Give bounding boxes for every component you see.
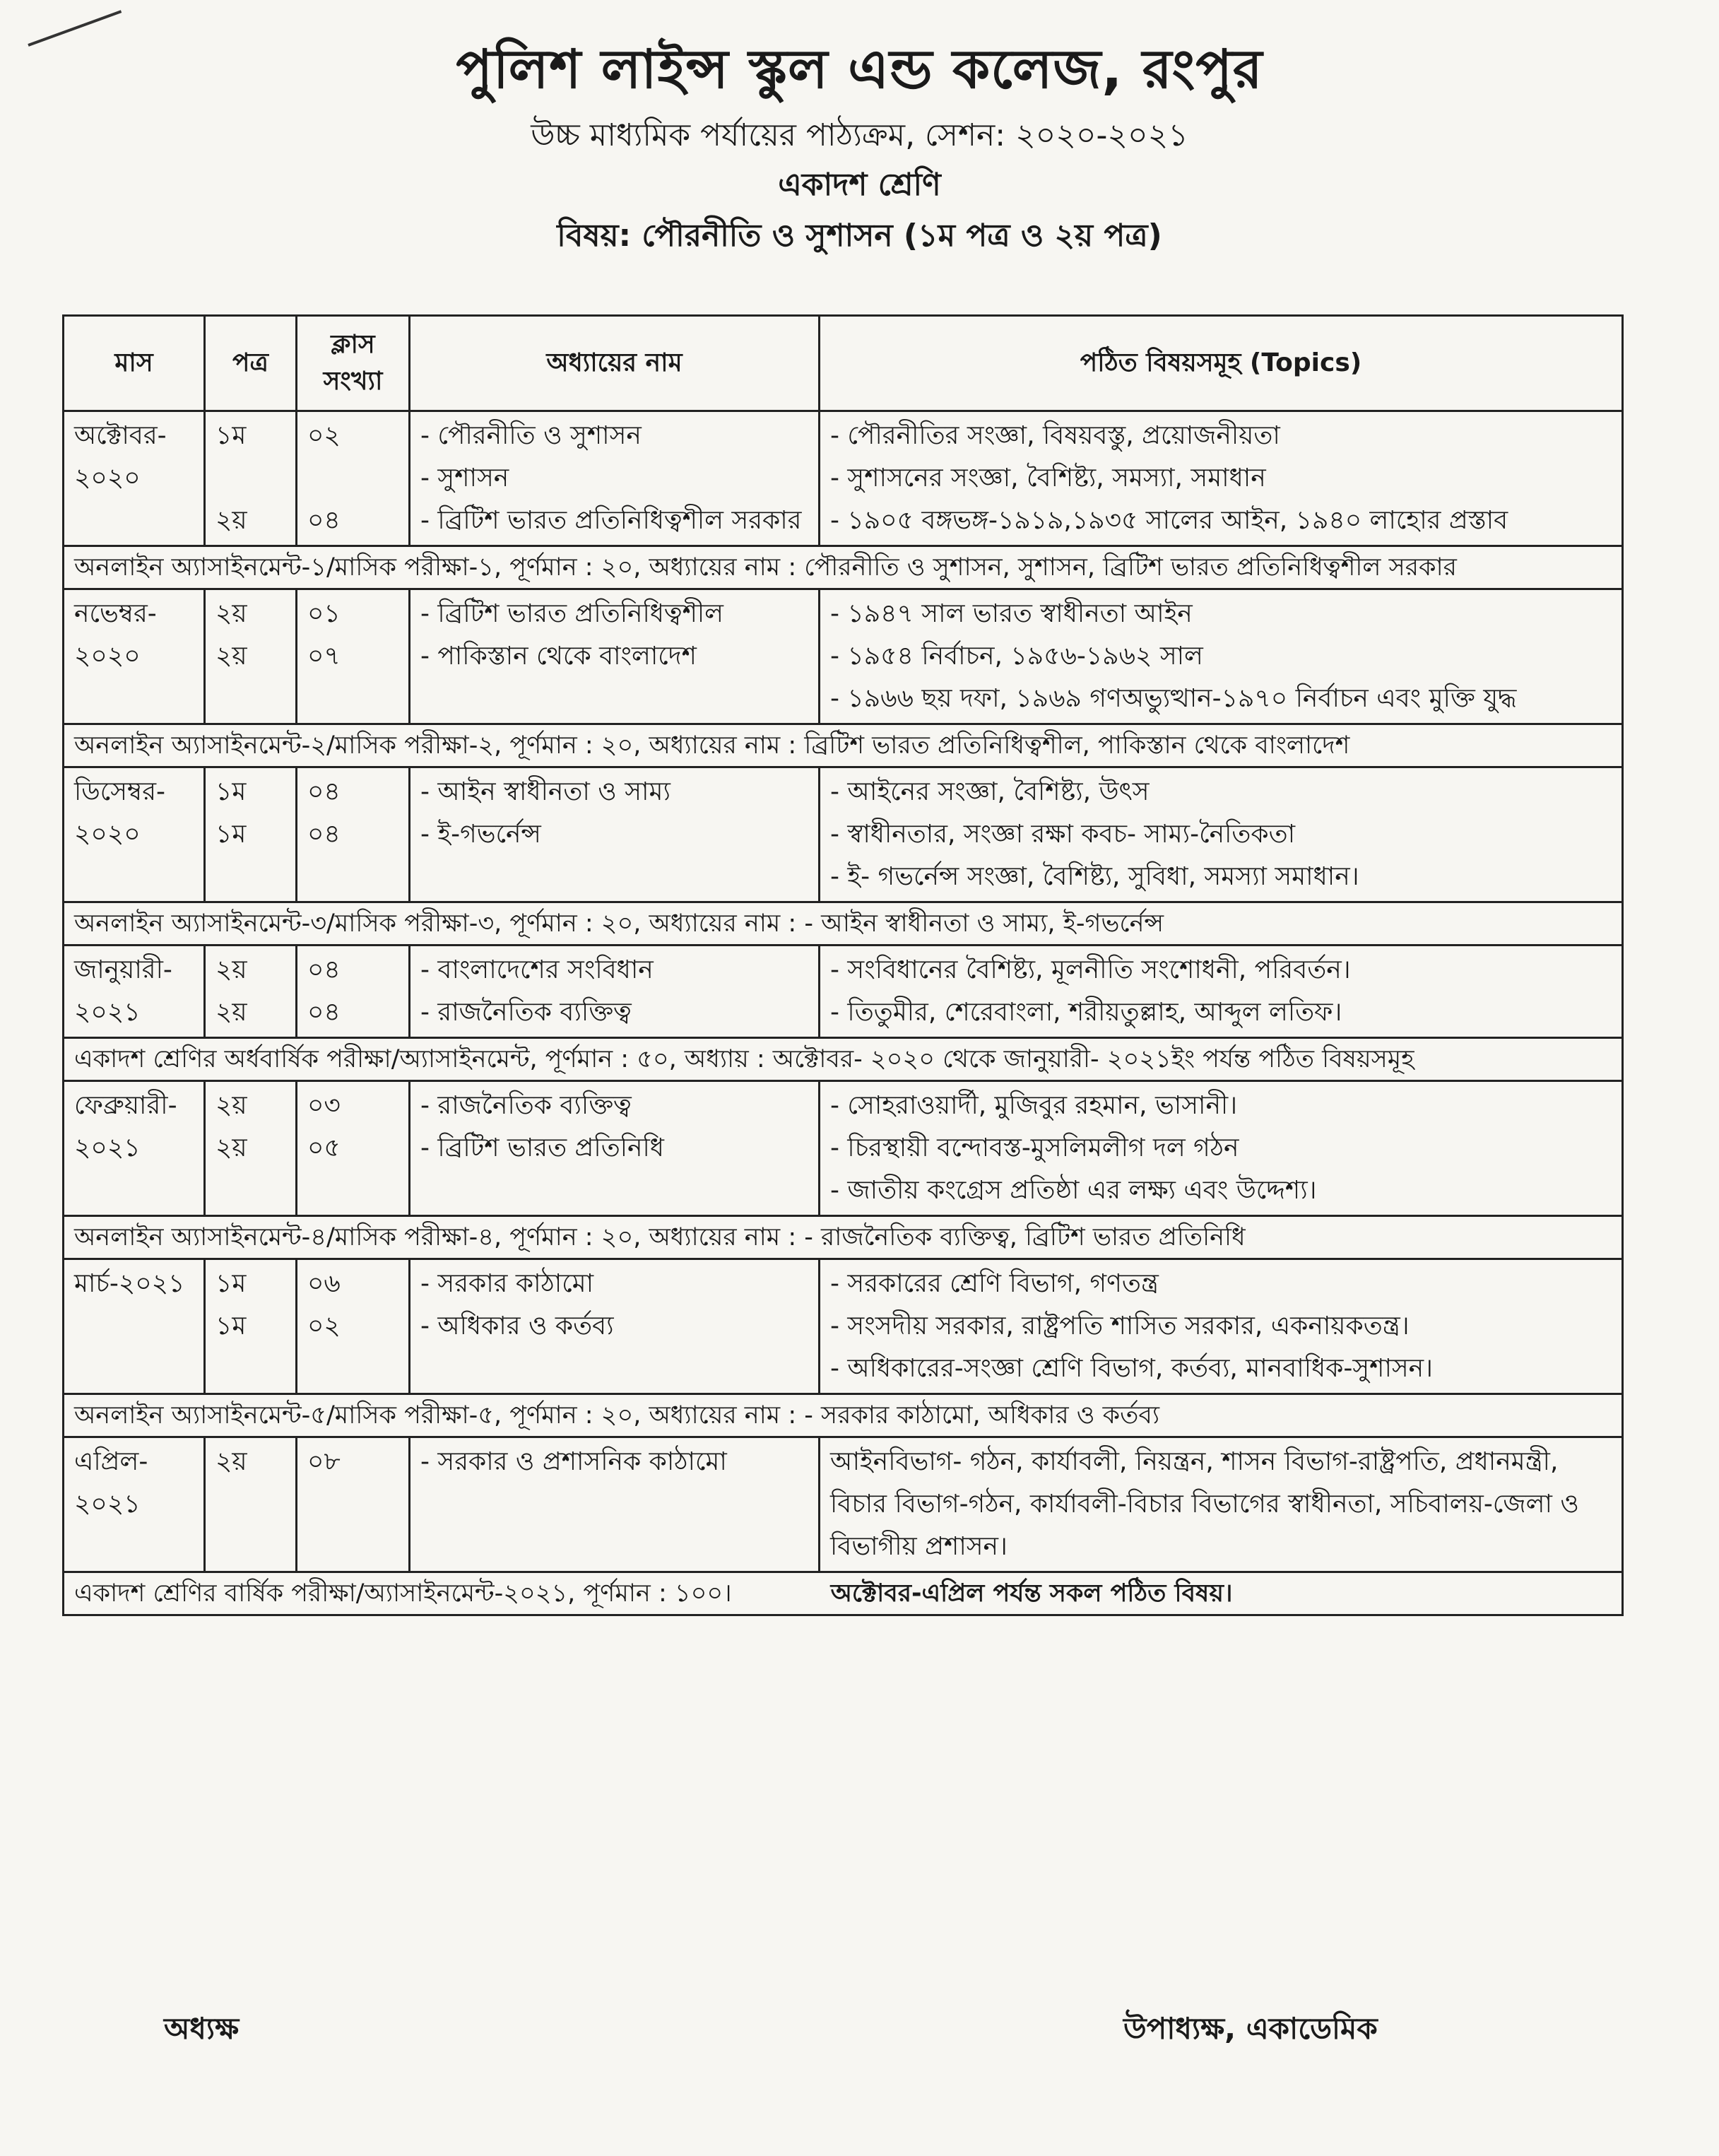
chapter-cell-line: - আইন স্বাধীনতা ও সাম্য [420, 777, 671, 806]
final-exam-cell [64, 1572, 1623, 1615]
topics-cell-line: - অধিকারের-সংজ্ঞা শ্রেণি বিভাগ, কর্তব্য, মানবাধিক-সুশাসন। [830, 1354, 1434, 1383]
chapter-cell-line: - ব্রিটিশ ভারত প্রতিনিধিত্বশীল সরকার [420, 506, 802, 535]
topics-cell [820, 946, 1623, 1038]
class-count-cell [297, 767, 410, 902]
class-count-cell-line: ০১ [307, 599, 341, 628]
month-cell-line: ২০২০ [74, 820, 141, 849]
topics-cell [820, 767, 1623, 902]
class-count-cell-line: ০৪ [307, 777, 341, 806]
assessment-row [64, 724, 1623, 767]
topics-cell [820, 1081, 1623, 1216]
class-count-cell-line: ০২ [307, 1312, 341, 1341]
subject-label: বিষয়: পৌরনীতি ও সুশাসন (১ম পত্র ও ২য় পত্র) [557, 218, 1162, 254]
chapter-cell [410, 1081, 820, 1216]
syllabus-table [62, 314, 1624, 1616]
month-cell [64, 1081, 205, 1216]
session-subtitle: উচ্চ মাধ্যমিক পর্যায়ের পাঠ্যক্রম, সেশন: ২০২০-২০২১ [531, 117, 1188, 153]
class-count-cell [297, 946, 410, 1038]
class-count-cell [297, 1437, 410, 1572]
paper-cell-line: ১ম [215, 1312, 247, 1341]
paper-cell [205, 411, 297, 546]
paper-cell-line: ২য় [215, 642, 247, 671]
month-cell [64, 1437, 205, 1572]
chapter-cell [410, 767, 820, 902]
assessment-row [64, 546, 1623, 589]
header-chapter: অধ্যায়ের নাম [410, 316, 820, 411]
topics-cell-line: - ই- গভর্নেন্স সংজ্ঞা, বৈশিষ্ট্য, সুবিধা, সমস্যা সমাধান। [830, 862, 1359, 891]
month-cell [64, 1259, 205, 1394]
month-cell-line: ফেব্রুয়ারী- [74, 1091, 177, 1120]
month-cell [64, 589, 205, 724]
month-cell-line: এপ্রিল- [74, 1447, 148, 1476]
final-exam-row [64, 1572, 1623, 1615]
topics-cell-line: - সংবিধানের বৈশিষ্ট্য, মূলনীতি সংশোধনী, পরিবর্তন। [830, 955, 1351, 984]
topics-cell-line: - সংসদীয় সরকার, রাষ্ট্রপতি শাসিত সরকার, একনায়কতন্ত্র। [830, 1312, 1410, 1341]
class-count-cell-line [307, 457, 398, 500]
topics-cell-line: - পৌরনীতির সংজ্ঞা, বিষয়বস্তু, প্রয়োজনীয়তা [830, 421, 1280, 450]
topics-cell [820, 589, 1623, 724]
table-row [64, 1081, 1623, 1216]
month-cell-line: ২০২০ [74, 464, 141, 493]
month-cell-line: মার্চ-২০২১ [74, 1269, 185, 1298]
paper-cell-line: ২য় [215, 955, 247, 984]
chapter-cell-line: - ব্রিটিশ ভারত প্রতিনিধিত্বশীল [420, 599, 723, 628]
assessment-text: অনলাইন অ্যাসাইনমেন্ট-১/মাসিক পরীক্ষা-১, পূর্ণমান : ২০, অধ্যায়ের নাম : পৌরনীতি ও সুশাসন, সুশাসন, ব্রিটিশ ভারত প্রতিনিধিত্বশীল সরকার [64, 546, 1623, 589]
table-header-row [64, 316, 1623, 411]
table-row [64, 946, 1623, 1038]
chapter-cell [410, 589, 820, 724]
month-cell-line: অক্টোবর- [74, 421, 167, 450]
class-count-cell-line: ০৭ [307, 642, 341, 671]
paper-cell [205, 589, 297, 724]
month-cell-line: নভেম্বর- [74, 599, 157, 628]
assessment-row [64, 902, 1623, 946]
topics-cell-line: - সরকারের শ্রেণি বিভাগ, গণতন্ত্র [830, 1269, 1159, 1298]
month-cell [64, 411, 205, 546]
chapter-cell-line: - সরকার কাঠামো [420, 1269, 594, 1298]
class-label: একাদশ শ্রেণি [778, 167, 941, 203]
assessment-text: অনলাইন অ্যাসাইনমেন্ট-৩/মাসিক পরীক্ষা-৩, পূর্ণমান : ২০, অধ্যায়ের নাম : - আইন স্বাধীনতা ও সাম্য, ই-গভর্নেন্স [64, 902, 1623, 946]
topics-cell [820, 411, 1623, 546]
paper-cell-line: ২য় [215, 1133, 247, 1162]
institution-title: পুলিশ লাইন্স স্কুল এন্ড কলেজ, রংপুর [456, 37, 1263, 100]
paper-cell-line: ২য় [215, 506, 247, 535]
class-count-cell-line: ০৬ [307, 1269, 341, 1298]
topics-cell-line: - সোহরাওয়ার্দী, মুজিবুর রহমান, ভাসানী। [830, 1091, 1238, 1120]
assessment-text: অনলাইন অ্যাসাইনমেন্ট-৫/মাসিক পরীক্ষা-৫, পূর্ণমান : ২০, অধ্যায়ের নাম : - সরকার কাঠামো, অধিকার ও কর্তব্য [64, 1394, 1623, 1437]
class-count-cell [297, 1081, 410, 1216]
topics-cell-line: - জাতীয় কংগ্রেস প্রতিষ্ঠা এর লক্ষ্য এবং উদ্দেশ্য। [830, 1176, 1317, 1205]
class-count-cell-line: ০৪ [307, 820, 341, 849]
assessment-row [64, 1038, 1623, 1081]
month-cell-line: জানুয়ারী- [74, 955, 172, 984]
assessment-text: অনলাইন অ্যাসাইনমেন্ট-৪/মাসিক পরীক্ষা-৪, পূর্ণমান : ২০, অধ্যায়ের নাম : - রাজনৈতিক ব্যক্তিত্ব, ব্রিটিশ ভারত প্রতিনিধি [64, 1216, 1623, 1259]
vice-principal-signature-label: উপাধ্যক্ষ, একাডেমিক [1123, 2011, 1378, 2046]
paper-cell [205, 1259, 297, 1394]
month-cell-line: ২০২১ [74, 1133, 141, 1162]
topics-cell-line: - সুশাসনের সংজ্ঞা, বৈশিষ্ট্য, সমস্যা, সমাধান [830, 464, 1266, 493]
paper-cell-line: ১ম [215, 820, 247, 849]
class-count-cell-line: ০৮ [307, 1447, 341, 1476]
month-cell [64, 767, 205, 902]
topics-cell-line: - স্বাধীনতার, সংজ্ঞা রক্ষা কবচ- সাম্য-নৈতিকতা [830, 820, 1296, 849]
month-cell-line: ২০২০ [74, 642, 141, 671]
paper-cell-line: ১ম [215, 421, 247, 450]
final-exam-scope: অক্টোবর-এপ্রিল পর্যন্ত সকল পঠিত বিষয়। [830, 1579, 1233, 1608]
topics-cell [820, 1259, 1623, 1394]
final-exam-text: একাদশ শ্রেণির বার্ষিক পরীক্ষা/অ্যাসাইনমেন্ট-২০২১, পূর্ণমান : ১০০। [74, 1579, 732, 1608]
topics-cell-line: আইনবিভাগ- গঠন, কার্যাবলী, নিয়ন্ত্রন, শাসন বিভাগ-রাষ্ট্রপতি, প্রধানমন্ত্রী, বিচার বিভাগ-গঠন, কার্যাবলী-বিচার বিভাগের স্বাধীনতা, সচিবালয়-জেলা ও বিভাগীয় প্রশাসন। [830, 1447, 1579, 1561]
header-topics: পঠিত বিষয়সমূহ (Topics) [820, 316, 1623, 411]
class-count-cell [297, 589, 410, 724]
topics-cell-line: - তিতুমীর, শেরেবাংলা, শরীয়তুল্লাহ, আব্দুল লতিফ। [830, 998, 1342, 1027]
topics-cell-line: - চিরস্থায়ী বন্দোবস্ত-মুসলিমলীগ দল গঠন [830, 1133, 1239, 1162]
chapter-cell-line: - ই-গভর্নেন্স [420, 820, 541, 849]
month-cell-line: ডিসেম্বর- [74, 777, 166, 806]
paper-cell-line: ২য় [215, 998, 247, 1027]
paper-cell-line: ১ম [215, 1269, 247, 1298]
chapter-cell-line: - বাংলাদেশের সংবিধান [420, 955, 654, 984]
chapter-cell-line: - রাজনৈতিক ব্যক্তিত্ব [420, 998, 632, 1027]
paper-cell [205, 946, 297, 1038]
assessment-text: একাদশ শ্রেণির অর্ধবার্ষিক পরীক্ষা/অ্যাসাইনমেন্ট, পূর্ণমান : ৫০, অধ্যায় : অক্টোবর- ২০২০ থেকে জানুয়ারী- ২০২১ইং পর্যন্ত পঠিত বিষয়সমূহ [64, 1038, 1623, 1081]
chapter-cell-line: - পৌরনীতি ও সুশাসন [420, 421, 642, 450]
month-cell [64, 946, 205, 1038]
month-cell-line: ২০২১ [74, 1490, 141, 1519]
table-row [64, 411, 1623, 546]
table-row [64, 767, 1623, 902]
table-row [64, 1437, 1623, 1572]
chapter-cell [410, 1437, 820, 1572]
table-row [64, 589, 1623, 724]
class-count-cell-line: ০২ [307, 421, 341, 450]
topics-cell-line: - আইনের সংজ্ঞা, বৈশিষ্ট্য, উৎস [830, 777, 1150, 806]
paper-cell-line: ২য় [215, 1447, 247, 1476]
class-count-cell-line: ০৪ [307, 998, 341, 1027]
paper-cell [205, 1437, 297, 1572]
topics-cell-line: - ১৯৬৬ ছয় দফা, ১৯৬৯ গণঅভ্যুত্থান-১৯৭০ নির্বাচন এবং মুক্তি যুদ্ধ [830, 684, 1517, 713]
chapter-cell [410, 946, 820, 1038]
header-month: মাস [64, 316, 205, 411]
chapter-cell-line: - পাকিস্তান থেকে বাংলাদেশ [420, 642, 697, 671]
assessment-text: অনলাইন অ্যাসাইনমেন্ট-২/মাসিক পরীক্ষা-২, পূর্ণমান : ২০, অধ্যায়ের নাম : ব্রিটিশ ভারত প্রতিনিধিত্বশীল, পাকিস্তান থেকে বাংলাদেশ [64, 724, 1623, 767]
paper-cell-line: ২য় [215, 599, 247, 628]
paper-cell-line: ১ম [215, 777, 247, 806]
class-count-cell-line: ০৪ [307, 955, 341, 984]
chapter-cell-line: - অধিকার ও কর্তব্য [420, 1312, 614, 1341]
chapter-cell [410, 411, 820, 546]
paper-cell-line [215, 457, 285, 500]
month-cell-line: ২০২১ [74, 998, 141, 1027]
class-count-cell [297, 1259, 410, 1394]
topics-cell-line: - ১৯৪৭ সাল ভারত স্বাধীনতা আইন [830, 599, 1193, 628]
topics-cell-line: - ১৯০৫ বঙ্গভঙ্গ-১৯১৯,১৯৩৫ সালের আইন, ১৯৪০ লাহোর প্রস্তাব [830, 506, 1508, 535]
paper-cell [205, 1081, 297, 1216]
principal-signature-label: অধ্যক্ষ [164, 2011, 240, 2046]
chapter-cell-line: - রাজনৈতিক ব্যক্তিত্ব [420, 1091, 632, 1120]
topics-cell-line: - ১৯৫৪ নির্বাচন, ১৯৫৬-১৯৬২ সাল [830, 642, 1203, 671]
assessment-row [64, 1216, 1623, 1259]
chapter-cell-line: - সরকার ও প্রশাসনিক কাঠামো [420, 1447, 727, 1476]
class-count-cell-line: ০৩ [307, 1091, 341, 1120]
table-row [64, 1259, 1623, 1394]
topics-cell [820, 1437, 1623, 1572]
class-count-cell-line: ০৫ [307, 1133, 341, 1162]
paper-cell [205, 767, 297, 902]
paper-cell-line: ২য় [215, 1091, 247, 1120]
chapter-cell-line: - সুশাসন [420, 464, 509, 493]
chapter-cell [410, 1259, 820, 1394]
header-paper: পত্র [205, 316, 297, 411]
chapter-cell-line: - ব্রিটিশ ভারত প্রতিনিধি [420, 1133, 664, 1162]
class-count-cell-line: ০৪ [307, 506, 341, 535]
assessment-row [64, 1394, 1623, 1437]
class-count-cell [297, 411, 410, 546]
header-class-count: ক্লাস সংখ্যা [297, 316, 410, 411]
